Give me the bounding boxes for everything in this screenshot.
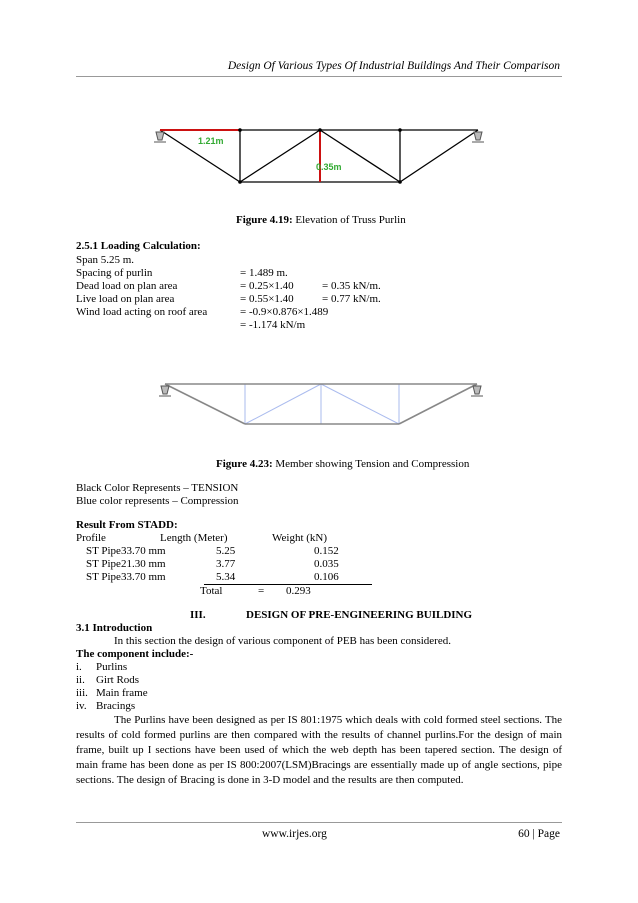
table-cell-profile: ST Pipe33.70 mm bbox=[86, 571, 166, 583]
component-heading: The component include:- bbox=[76, 648, 194, 660]
footer-rule bbox=[76, 822, 562, 823]
table-header-length: Length (Meter) bbox=[160, 532, 228, 544]
tension-member bbox=[165, 384, 245, 424]
figure-caption-4-19: Figure 4.19: Elevation of Truss Purlin bbox=[236, 214, 406, 226]
dimension-label-1: 1.21m bbox=[198, 136, 224, 146]
loading-row-val: = 0.77 kN/m. bbox=[322, 293, 381, 305]
legend-tension: Black Color Represents – TENSION bbox=[76, 482, 239, 494]
table-header-profile: Profile bbox=[76, 532, 106, 544]
list-item: Girt Rods bbox=[96, 674, 140, 686]
table-cell-profile: ST Pipe21.30 mm bbox=[86, 558, 166, 570]
support-left-icon bbox=[159, 386, 171, 396]
list-item: Main frame bbox=[96, 687, 148, 699]
loading-row-eq: = -0.9×0.876×1.489 bbox=[240, 306, 329, 318]
loading-row-label: Wind load acting on roof area bbox=[76, 306, 208, 318]
loading-row-eq: = 1.489 m. bbox=[240, 267, 288, 279]
loading-row-eq: = 0.55×1.40 bbox=[240, 293, 294, 305]
table-cell-length: 3.77 bbox=[216, 558, 236, 570]
table-header-weight: Weight (kN) bbox=[272, 532, 328, 544]
running-header: Design Of Various Types Of Industrial Buildings And Their Comparison bbox=[227, 60, 560, 72]
list-item: Bracings bbox=[96, 700, 136, 712]
section-title: DESIGN OF PRE-ENGINEERING BUILDING bbox=[246, 609, 473, 621]
sub-heading: 3.1 Introduction bbox=[76, 622, 153, 634]
body-paragraph: The Purlins have been designed as per IS 801:1975 which deals with cold formed steel sections. The results of cold formed purlins are then compared with the results of channel purlins.For the design of main frame, built up I sections have been used of which the web depth has been tapered section. The design of main frame has been done as per IS 800:2007(LSM)Bracings are essentially made up of angle sections, pipe sections. The design of Bracing is done in 3-D model and the results are then computed. bbox=[76, 714, 562, 786]
loading-row-label: Span 5.25 m. bbox=[76, 254, 135, 266]
loading-row-eq: = -1.174 kN/m bbox=[240, 319, 306, 331]
table-cell-weight: 0.106 bbox=[314, 571, 339, 583]
loading-heading: 2.5.1 Loading Calculation: bbox=[76, 240, 201, 252]
list-item: Purlins bbox=[96, 661, 128, 673]
footer-site-link[interactable]: www.irjes.org bbox=[262, 828, 327, 840]
table-cell-length: 5.34 bbox=[216, 571, 236, 583]
dimension-label-2: 0.35m bbox=[316, 162, 342, 172]
figure-caption-4-23: Figure 4.23: Member showing Tension and Compression bbox=[216, 458, 470, 470]
intro-text: In this section the design of various component of PEB has been considered. bbox=[114, 635, 451, 647]
truss-purlin-figure bbox=[150, 122, 490, 192]
legend-compression: Blue color represents – Compression bbox=[76, 495, 239, 507]
total-label: Total bbox=[200, 585, 223, 597]
tension-member bbox=[399, 384, 477, 424]
total-equals: = bbox=[258, 585, 265, 597]
loading-row-label: Live load on plan area bbox=[76, 293, 175, 305]
list-item-num: iv. bbox=[76, 700, 87, 712]
table-cell-length: 5.25 bbox=[216, 545, 236, 557]
loading-row-val: = 0.35 kN/m. bbox=[322, 280, 381, 292]
loading-row-eq: = 0.25×1.40 bbox=[240, 280, 294, 292]
table-cell-weight: 0.152 bbox=[314, 545, 339, 557]
page-number: 60 | Page bbox=[518, 828, 560, 840]
table-cell-profile: ST Pipe33.70 mm bbox=[86, 545, 166, 557]
list-item-num: ii. bbox=[76, 674, 85, 686]
loading-row-label: Spacing of purlin bbox=[76, 267, 153, 279]
table-cell-weight: 0.035 bbox=[314, 558, 339, 570]
staad-heading: Result From STADD: bbox=[76, 519, 178, 531]
total-value: 0.293 bbox=[286, 585, 311, 597]
tension-compression-figure bbox=[155, 372, 495, 432]
support-right-icon bbox=[471, 386, 483, 396]
list-item-num: i. bbox=[76, 661, 82, 673]
list-item-num: iii. bbox=[76, 687, 88, 699]
compression-member bbox=[245, 384, 321, 424]
loading-row-label: Dead load on plan area bbox=[76, 280, 178, 292]
header-rule bbox=[76, 76, 562, 77]
compression-member bbox=[321, 384, 399, 424]
section-number: III. bbox=[190, 609, 206, 621]
